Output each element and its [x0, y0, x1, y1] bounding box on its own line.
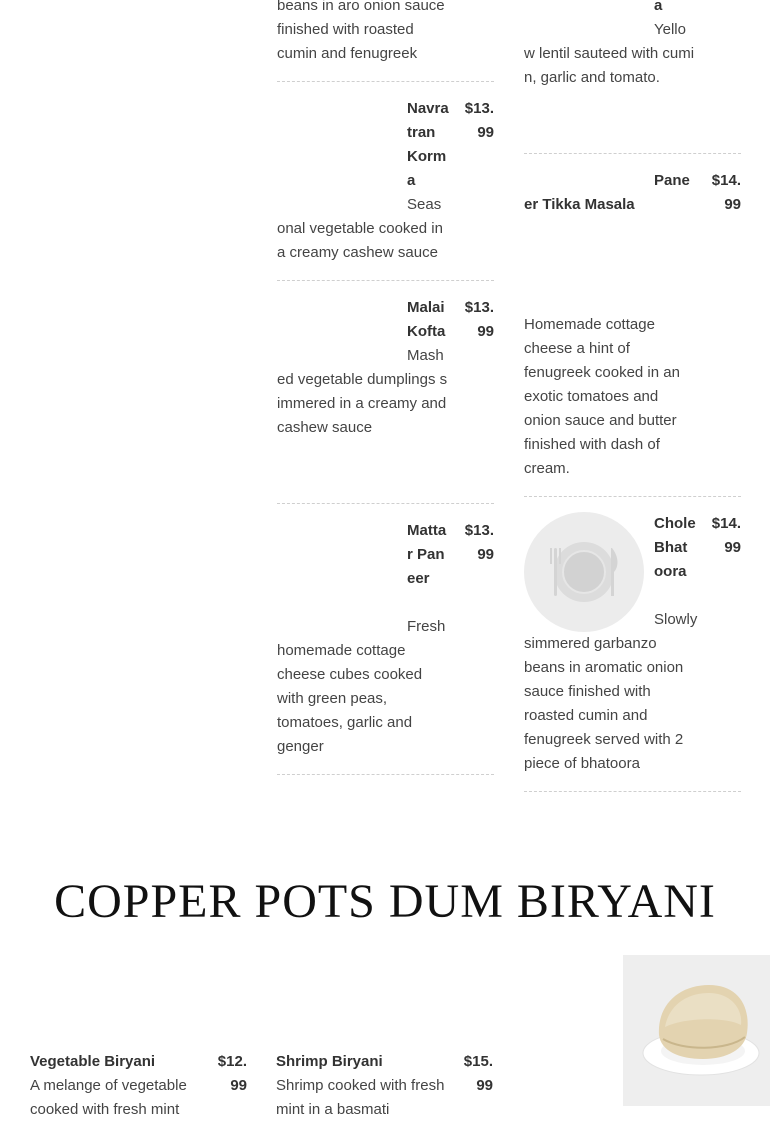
menu-item-vegetable-biryani[interactable] [30, 1050, 247, 1120]
menu-item-mattar-paneer[interactable] [277, 519, 494, 775]
menu-item-fragment[interactable] [524, 0, 741, 154]
menu-item-description: Shrimp cooked with fresh mint in a basmati [276, 1077, 445, 1118]
menu-item-name: Chole Bhatoora [654, 515, 696, 580]
menu-item-description: Seasonal vegetable cooked in a creamy cashew sauce [277, 196, 443, 261]
menu-item-fragment-description: beans in aro onion sauce finished with roasted cumin and fenugreek [277, 0, 445, 62]
menu-item-name: Navratran Korma [407, 100, 449, 189]
menu-item-name: a [654, 0, 663, 14]
menu-item-name: Paneer Tikka Masala [524, 172, 690, 213]
menu-item-description: Fresh homemade cottage cheese cubes cooked with green peas, tomatoes, garlic and genger [277, 618, 446, 755]
menu-item-price: $13.99 [464, 299, 494, 340]
menu-item-price: $14.99 [711, 172, 741, 213]
menu-item-name: Vegetable Biryani [30, 1053, 156, 1070]
bread-roll-photo[interactable] [623, 955, 770, 1106]
menu-item-description: A melange of vegetable cooked with fresh mint [30, 1077, 187, 1118]
menu-item-name: Shrimp Biryani [276, 1053, 383, 1070]
menu-item-name: Mattar Paneer [407, 522, 447, 587]
menu-item-description: Yellow lentil sauteed with cumin, garlic and tomato. [524, 21, 695, 86]
section-title: COPPER POTS DUM BIRYANI [54, 875, 716, 928]
menu-item-price: $13.99 [464, 522, 494, 563]
menu-item-price: $13.99 [464, 100, 494, 141]
menu-item-malai-kofta[interactable] [277, 296, 494, 504]
menu-item-name: Malai Kofta [407, 299, 446, 340]
menu-item-description: Mashed vegetable dumplings simmered in a creamy and cashew sauce [277, 347, 448, 436]
menu-item-description: Homemade cottage cheese a hint of fenugreek cooked in an exotic tomatoes and onion sauce and butter finished with dash of cream. [524, 316, 680, 477]
menu-item-price: $14.99 [711, 515, 741, 556]
menu-item-separator [277, 81, 494, 82]
menu-item-chole-bhatoora[interactable] [524, 512, 741, 792]
menu-item-price: $15.99 [463, 1053, 493, 1094]
menu-item-navratran-korma[interactable] [277, 97, 494, 281]
menu-item-price: $12.99 [217, 1053, 247, 1094]
menu-item-description: Slowly simmered garbanzo beans in aromatic onion sauce finished with roasted cumin and fenugreek served with 2 piece of bhatoora [524, 611, 698, 772]
menu-item-paneer-tikka-masala[interactable] [524, 169, 741, 497]
menu-item-shrimp-biryani[interactable] [276, 1050, 493, 1120]
